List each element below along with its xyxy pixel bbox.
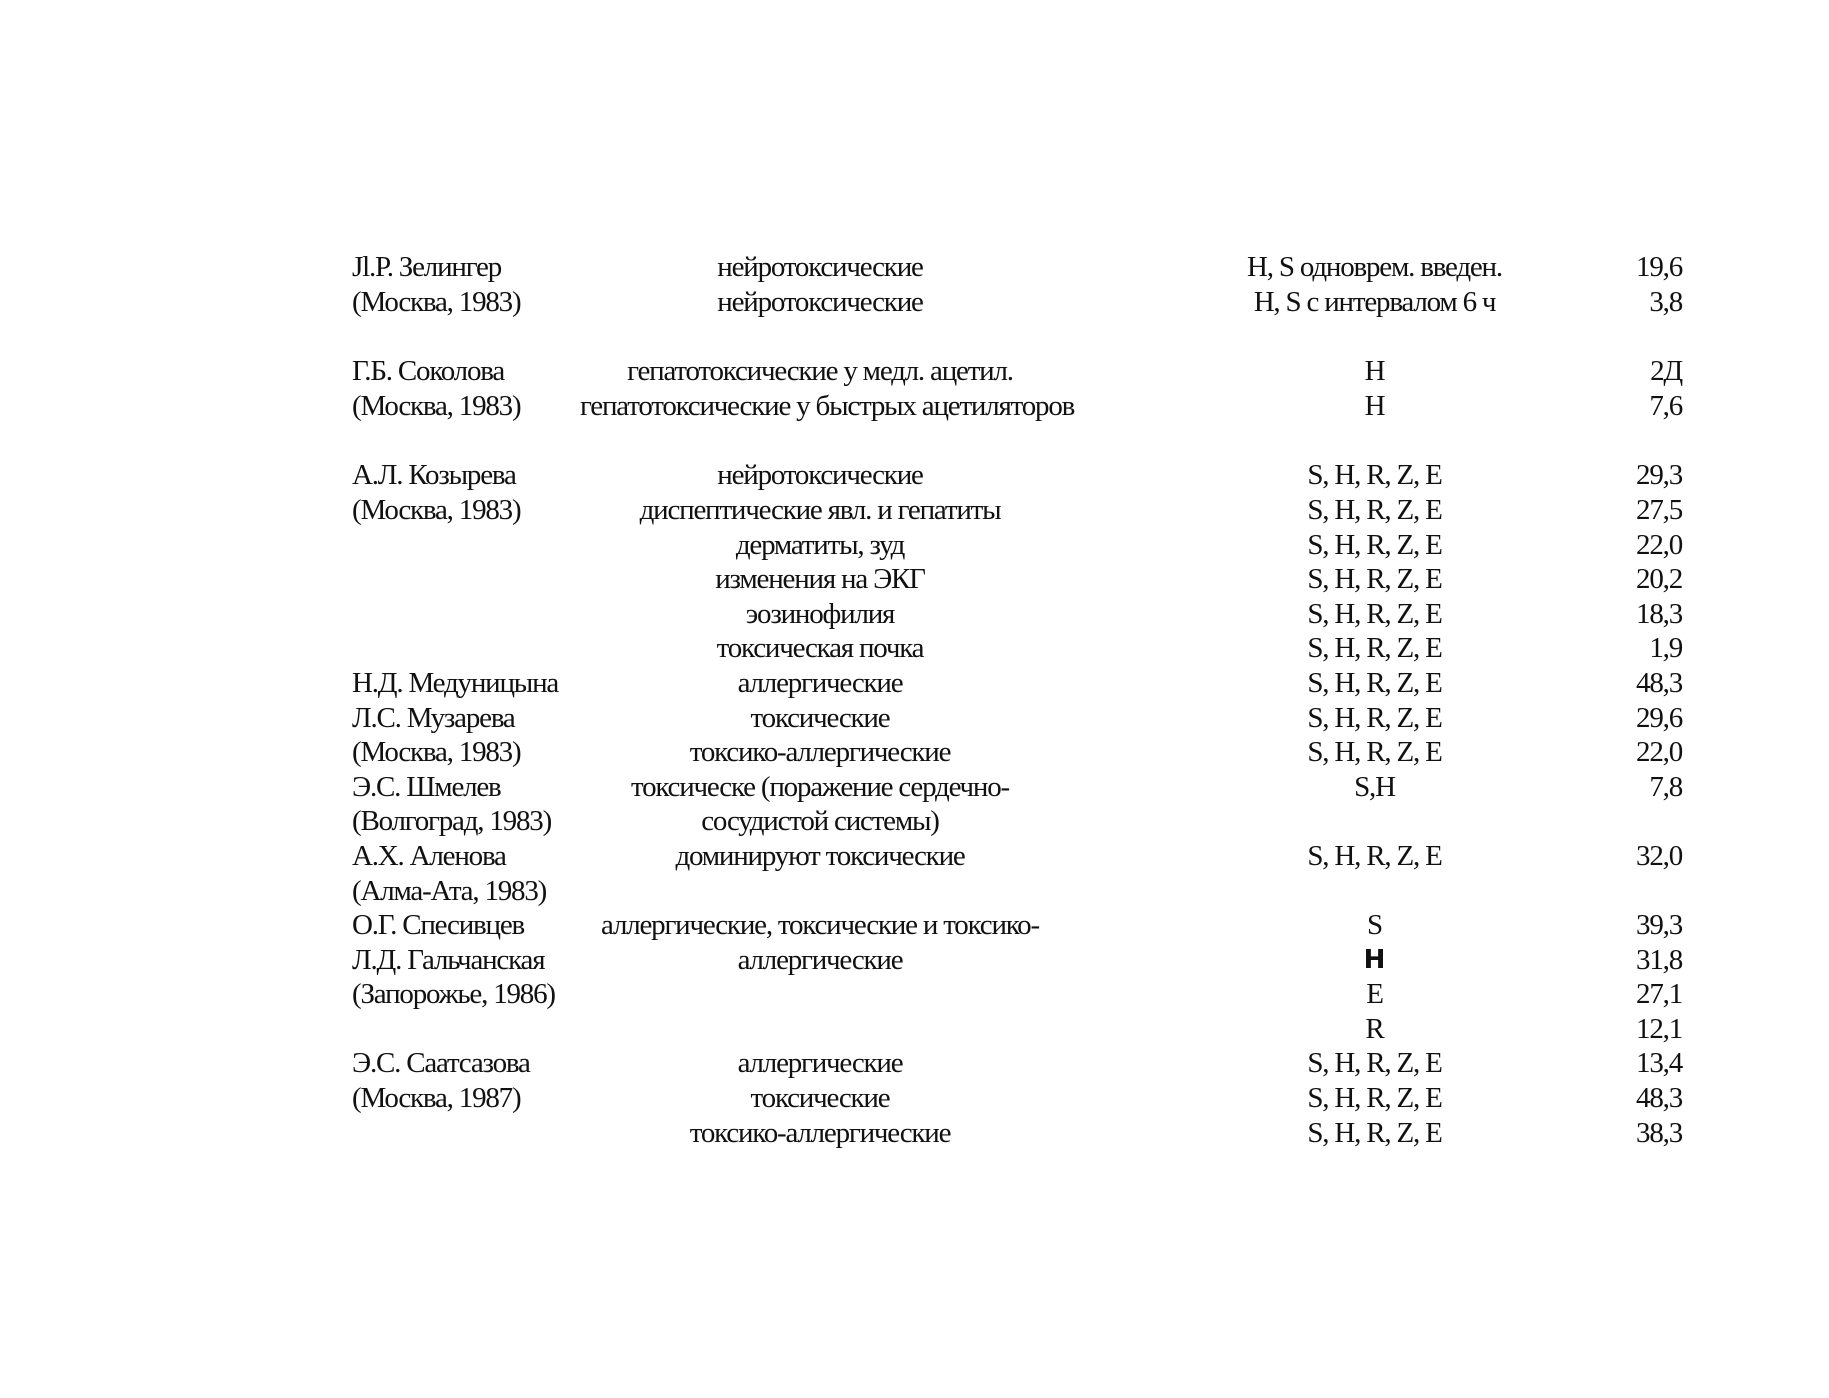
author-cell: О.Г. Спесивцев [352,909,525,942]
drugs-cell: S, Н, R, Z, Е [1307,736,1442,769]
percent-cell: 38,3 [1636,1116,1682,1149]
table-row [352,458,1752,493]
percent-cell: 27,5 [1636,493,1682,526]
table-row [352,1081,1752,1116]
effect-cell: токсические [750,1082,890,1115]
table-row [352,666,1752,701]
percent-cell: 2Д [1650,355,1682,388]
author-cell: Л.С. Музарева [352,701,515,734]
percent-cell: 29,3 [1636,459,1682,492]
author-cell: (Запорожье, 1986) [352,978,555,1011]
table-row [352,285,1752,320]
table-row [352,804,1752,839]
effect-cell: токсико-аллергические [689,1116,951,1149]
effect-cell: аллергические [737,1047,903,1080]
effect-cell: гепатотоксические у медл. ацетил. [627,355,1013,388]
author-cell: Н.Д. Медуницына [352,666,559,699]
table-row [352,874,1752,909]
author-cell: (Москва, 1983) [352,389,521,422]
drugs-cell: S, Н, R, Z, Е [1307,632,1442,665]
adverse-reactions-table [352,250,1752,1150]
author-cell: Э.С. Шмелев [352,770,501,803]
effect-cell: нейротоксические [717,251,923,283]
effect-cell: нейротоксические [717,285,923,318]
author-cell: Л.Д. Гальчанская [352,943,545,976]
percent-cell: 19,6 [1636,251,1682,283]
effect-cell: токсико-аллергические [689,736,951,769]
table-row [352,839,1752,874]
effect-cell: изменения на ЭКГ [715,563,925,596]
drugs-cell: R [1365,1012,1384,1045]
drugs-cell: Е [1366,978,1383,1011]
percent-cell: 3,8 [1649,285,1682,318]
drugs-cell: S, Н, R, Z, Е [1307,839,1442,872]
drugs-cell: S, Н, R, Z, Е [1307,563,1442,596]
table-row [352,354,1752,389]
percent-cell: 22,0 [1636,736,1682,769]
drugs-cell: S, Н, R, Z, Е [1307,597,1442,630]
drugs-cell: Н, S с интервалом 6 ч [1253,285,1496,318]
table-row [352,250,1752,285]
drugs-cell: Н [1364,355,1385,388]
percent-cell: 31,8 [1636,943,1682,976]
table-row [352,389,1752,424]
drugs-cell: S, Н, R, Z, Е [1307,666,1442,699]
drugs-cell: S, Н, R, Z, Е [1307,493,1442,526]
effect-cell: диспептические явл. и гепатиты [639,493,1001,526]
author-cell: (Москва, 1983) [352,285,521,318]
drugs-cell: S [1367,909,1382,942]
effect-cell: аллергические [737,943,903,976]
percent-cell: 1,9 [1649,632,1682,665]
percent-cell: 20,2 [1636,563,1682,596]
table-row [352,977,1752,1012]
effect-cell: токсические [750,701,890,734]
percent-cell: 48,3 [1636,1082,1682,1115]
drugs-cell: S, Н, R, Z, Е [1307,1047,1442,1080]
author-cell: (Волгоград, 1983) [352,805,552,838]
drugs-cell: S, Н, R, Z, Е [1307,459,1442,492]
author-cell: Э.С. Саатсазова [352,1047,530,1080]
author-cell: (Москва, 1983) [352,736,521,769]
table-row [352,597,1752,632]
percent-cell: 29,6 [1636,701,1682,734]
row-spacer [352,319,1752,354]
effect-cell: нейротоксические [717,459,923,492]
table-row [352,770,1752,805]
table-row [352,631,1752,666]
drugs-cell: H [1363,944,1386,975]
percent-cell: 32,0 [1636,839,1682,872]
drugs-cell: S, Н, R, Z, Е [1307,1116,1442,1149]
percent-cell: 27,1 [1636,978,1682,1011]
percent-cell: 7,8 [1649,770,1682,803]
effect-cell: аллергические, токсические и токсико- [601,909,1039,942]
table-row [352,493,1752,528]
effect-cell: гепатотоксические у быстрых ацетиляторов [580,389,1075,422]
percent-cell: 39,3 [1636,909,1682,942]
table-row [352,1012,1752,1047]
percent-cell: 48,3 [1636,666,1682,699]
percent-cell: 18,3 [1636,597,1682,630]
table-row [352,908,1752,943]
table-row [352,562,1752,597]
author-cell: А.Х. Аленова [352,839,506,872]
table-row [352,735,1752,770]
table-row [352,1046,1752,1081]
drugs-cell: S, Н, R, Z, Е [1307,1082,1442,1115]
effect-cell: дерматиты, зуд [735,528,905,561]
percent-cell: 7,6 [1649,389,1682,422]
author-cell: (Алма-Ата, 1983) [352,874,547,907]
drugs-cell: S, Н, R, Z, Е [1307,701,1442,734]
effect-cell: эозинофилия [745,597,895,630]
effect-cell: токсическая почка [716,632,924,665]
table-row [352,701,1752,736]
author-cell: (Москва, 1987) [352,1082,521,1115]
drugs-cell: Н, S одноврем. введен. [1247,251,1502,283]
author-cell: А.Л. Козырева [352,459,516,492]
effect-cell: аллергические [737,666,903,699]
percent-cell: 13,4 [1636,1047,1682,1080]
table-row [352,943,1752,978]
percent-cell: 12,1 [1636,1012,1682,1045]
percent-cell: 22,0 [1636,528,1682,561]
row-spacer [352,423,1752,458]
effect-cell: сосудистой системы) [701,805,939,838]
table-row [352,528,1752,563]
effect-cell: доминируют токсические [675,839,965,872]
author-cell: Г.Б. Соколова [352,355,505,388]
drugs-cell: S,H [1354,770,1395,803]
drugs-cell: S, Н, R, Z, Е [1307,528,1442,561]
author-cell: (Москва, 1983) [352,493,521,526]
effect-cell: токсическе (поражение сердечно- [630,770,1009,803]
table-row [352,1116,1752,1151]
author-cell: Jl.P. Зелингер [352,251,502,283]
drugs-cell: Н [1364,389,1385,422]
